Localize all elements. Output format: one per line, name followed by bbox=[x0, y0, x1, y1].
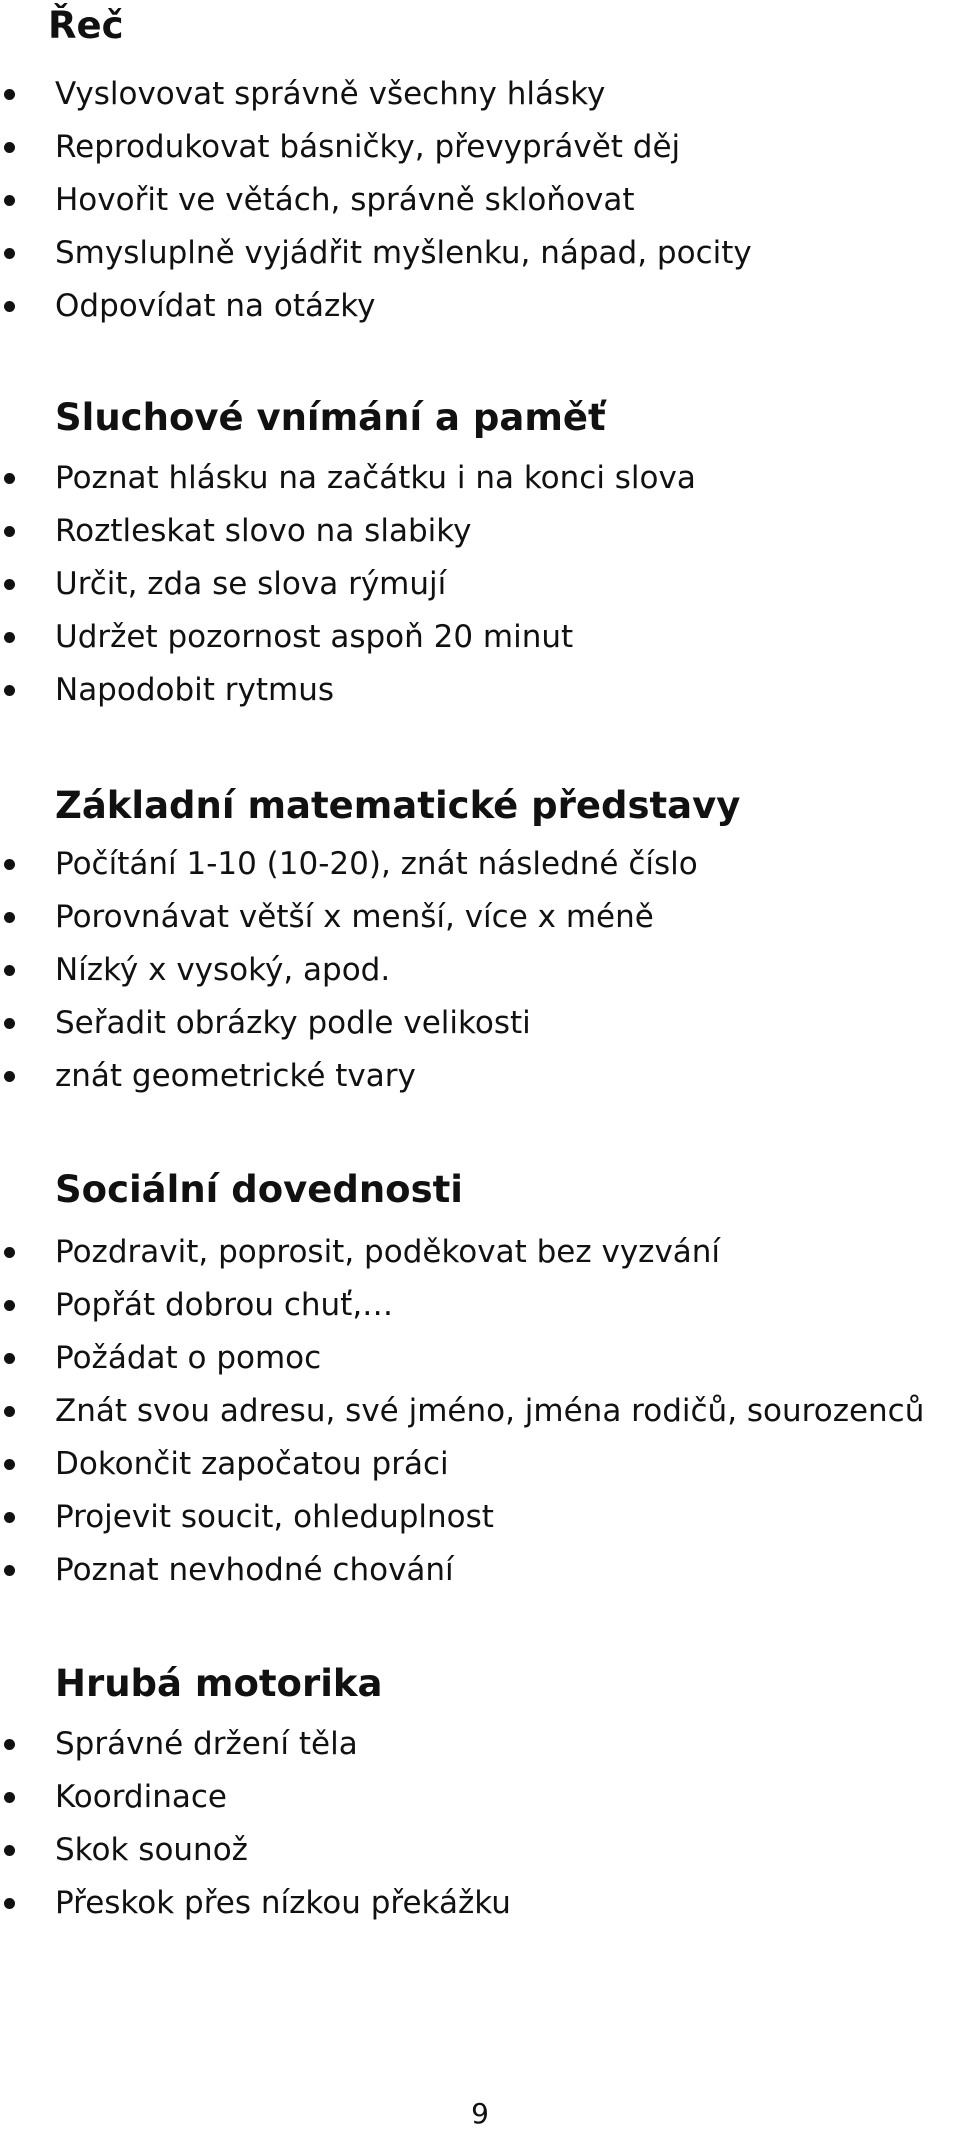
bullet-icon bbox=[4, 579, 15, 590]
list-item: Přeskok přes nízkou překážku bbox=[0, 1877, 511, 1930]
list-item: Roztleskat slovo na slabiky bbox=[0, 505, 696, 558]
list-item: Udržet pozornost aspoň 20 minut bbox=[0, 611, 696, 664]
list-item: Skok sounož bbox=[0, 1824, 511, 1877]
bullet-icon bbox=[4, 1739, 15, 1750]
bullet-icon bbox=[4, 912, 15, 923]
bullet-icon bbox=[4, 1898, 15, 1909]
bullet-icon bbox=[4, 526, 15, 537]
bullet-icon bbox=[4, 632, 15, 643]
list-item: Seřadit obrázky podle velikosti bbox=[0, 997, 698, 1050]
bullet-icon bbox=[4, 859, 15, 870]
bullet-list bbox=[0, 1226, 924, 1597]
list-item: Určit, zda se slova rýmují bbox=[0, 558, 696, 611]
bullet-list bbox=[0, 68, 752, 333]
bullet-icon bbox=[4, 1406, 15, 1417]
list-item: Smysluplně vyjádřit myšlenku, nápad, pocity bbox=[0, 227, 752, 280]
list-item: Hovořit ve větách, správně skloňovat bbox=[0, 174, 752, 227]
section-heading: Sluchové vnímání a paměť bbox=[55, 396, 606, 439]
bullet-list bbox=[0, 452, 696, 717]
section-heading: Základní matematické představy bbox=[55, 784, 741, 827]
list-item: Znát svou adresu, své jméno, jména rodičů, sourozenců bbox=[0, 1385, 924, 1438]
bullet-icon bbox=[4, 1459, 15, 1470]
page-number: 9 bbox=[471, 2097, 489, 2130]
bullet-icon bbox=[4, 89, 15, 100]
bullet-icon bbox=[4, 248, 15, 259]
list-item: Poznat nevhodné chování bbox=[0, 1544, 924, 1597]
list-item: Reprodukovat básničky, převyprávět děj bbox=[0, 121, 752, 174]
list-item: Počítání 1-10 (10-20), znát následné číslo bbox=[0, 838, 698, 891]
list-item: Napodobit rytmus bbox=[0, 664, 696, 717]
bullet-icon bbox=[4, 965, 15, 976]
bullet-icon bbox=[4, 685, 15, 696]
bullet-icon bbox=[4, 1071, 15, 1082]
bullet-list bbox=[0, 838, 698, 1103]
list-item: Odpovídat na otázky bbox=[0, 280, 752, 333]
list-item: Porovnávat větší x menší, více x méně bbox=[0, 891, 698, 944]
section-heading: Sociální dovednosti bbox=[55, 1168, 463, 1211]
bullet-icon bbox=[4, 1512, 15, 1523]
list-item: Poznat hlásku na začátku i na konci slova bbox=[0, 452, 696, 505]
list-item: Pozdravit, poprosit, poděkovat bez vyzvání bbox=[0, 1226, 924, 1279]
list-item: Vyslovovat správně všechny hlásky bbox=[0, 68, 752, 121]
list-item: znát geometrické tvary bbox=[0, 1050, 698, 1103]
section-heading: Řeč bbox=[48, 4, 124, 47]
bullet-icon bbox=[4, 195, 15, 206]
list-item: Projevit soucit, ohleduplnost bbox=[0, 1491, 924, 1544]
bullet-icon bbox=[4, 1845, 15, 1856]
bullet-icon bbox=[4, 1300, 15, 1311]
bullet-icon bbox=[4, 1353, 15, 1364]
bullet-icon bbox=[4, 1018, 15, 1029]
bullet-list bbox=[0, 1718, 511, 1930]
bullet-icon bbox=[4, 1565, 15, 1576]
list-item: Nízký x vysoký, apod. bbox=[0, 944, 698, 997]
section-heading: Hrubá motorika bbox=[55, 1662, 383, 1705]
bullet-icon bbox=[4, 1792, 15, 1803]
list-item: Správné držení těla bbox=[0, 1718, 511, 1771]
list-item: Požádat o pomoc bbox=[0, 1332, 924, 1385]
bullet-icon bbox=[4, 473, 15, 484]
bullet-icon bbox=[4, 301, 15, 312]
list-item: Koordinace bbox=[0, 1771, 511, 1824]
list-item: Dokončit započatou práci bbox=[0, 1438, 924, 1491]
list-item: Popřát dobrou chuť,… bbox=[0, 1279, 924, 1332]
bullet-icon bbox=[4, 1247, 15, 1258]
bullet-icon bbox=[4, 142, 15, 153]
